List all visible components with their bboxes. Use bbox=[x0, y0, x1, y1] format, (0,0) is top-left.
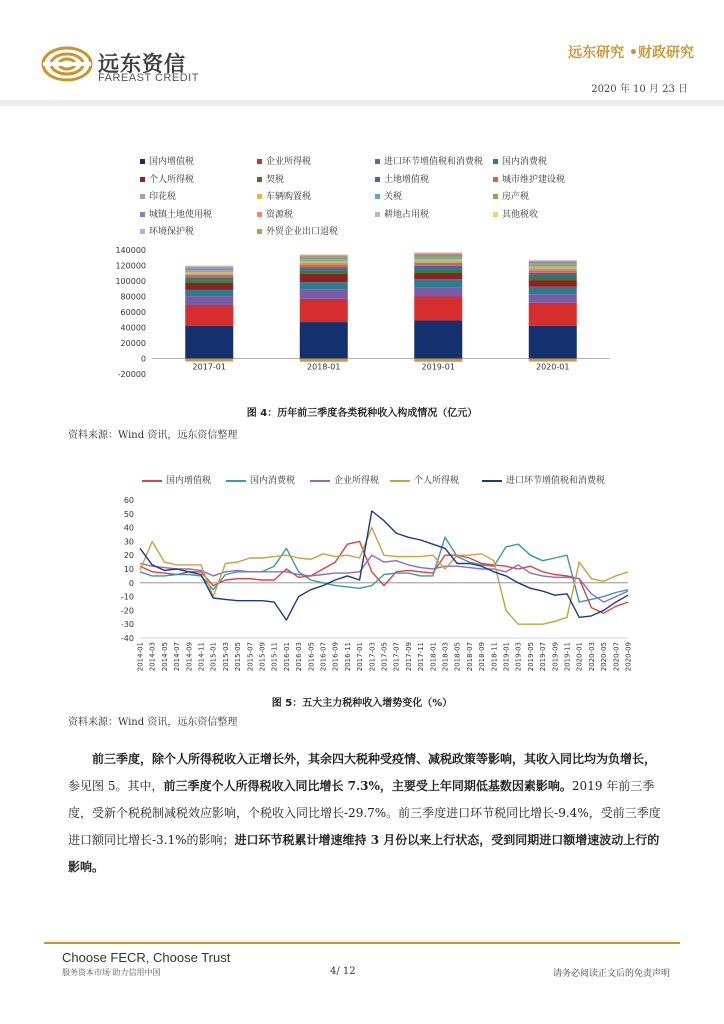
bar-segment bbox=[414, 253, 462, 254]
y-tick-label: -30 bbox=[120, 620, 134, 630]
bar-segment bbox=[529, 266, 577, 268]
bar-segment bbox=[414, 266, 462, 270]
para-sentence-3: 前三季度个人所得税收入同比增长 7.3%，主要受上年同期低基数因素影响。 bbox=[163, 779, 572, 793]
legend-swatch bbox=[493, 194, 498, 199]
x-tick-label: 2018-09 bbox=[478, 642, 487, 672]
x-tick-label: 2020-09 bbox=[624, 642, 633, 672]
x-tick-label: 2016-07 bbox=[319, 642, 328, 672]
bar-segment bbox=[414, 287, 462, 296]
x-tick-label: 2014-11 bbox=[197, 642, 206, 672]
y-tick-label: 30 bbox=[123, 537, 134, 547]
bar-segment bbox=[414, 321, 462, 359]
legend-swatch bbox=[493, 177, 498, 182]
legend-swatch bbox=[140, 212, 145, 217]
x-tick-label: 2018-01 bbox=[429, 642, 438, 672]
bar-segment bbox=[185, 296, 233, 305]
legend-swatch bbox=[375, 159, 380, 164]
x-tick-label: 2020-03 bbox=[587, 642, 596, 672]
legend-label: 城镇土地使用税 bbox=[149, 209, 213, 220]
figure4-source: 资料来源：Wind 资讯，远东资信整理 bbox=[68, 430, 238, 441]
legend-label: 进口环节增值税和消费税 bbox=[506, 476, 606, 486]
legend-item bbox=[257, 224, 338, 237]
legend-label: 环境保护税 bbox=[149, 227, 195, 237]
bar-segment bbox=[185, 280, 233, 283]
x-tick-label: 2019-05 bbox=[526, 642, 535, 672]
legend-swatch bbox=[140, 159, 145, 164]
legend-label: 印花税 bbox=[149, 192, 177, 202]
report-date: 2020 年 10 月 23 日 bbox=[591, 84, 688, 95]
legend-label: 耕地占用税 bbox=[384, 209, 430, 220]
series-line bbox=[140, 511, 628, 620]
x-tick-label: 2016-11 bbox=[343, 642, 352, 672]
legend-item bbox=[493, 154, 547, 167]
bar-segment bbox=[300, 255, 348, 256]
legend-label: 国内消费税 bbox=[502, 157, 548, 167]
legend-label: 国内增值税 bbox=[149, 157, 195, 167]
bar-segment bbox=[300, 359, 348, 362]
x-tick-label: 2018-05 bbox=[453, 642, 462, 672]
x-tick-label: 2020-05 bbox=[600, 642, 609, 672]
legend-item bbox=[310, 473, 379, 486]
legend-label: 企业所得税 bbox=[334, 476, 380, 486]
y-tick-label: 50 bbox=[123, 509, 134, 519]
bar-segment bbox=[300, 261, 348, 263]
x-tick-label: 2015-11 bbox=[270, 642, 279, 672]
legend-line bbox=[310, 480, 330, 482]
legend-item bbox=[493, 207, 538, 220]
legend-label: 进口环节增值税和消费税 bbox=[384, 157, 484, 167]
y-tick-label: 60000 bbox=[120, 308, 146, 317]
bar-segment bbox=[300, 259, 348, 261]
bar-segment bbox=[529, 265, 577, 267]
legend-item bbox=[375, 172, 429, 185]
bar-segment bbox=[529, 260, 577, 261]
figure5-caption: 图 5：五大主力税种收入增势变化（%） bbox=[271, 698, 453, 709]
legend-item bbox=[390, 473, 459, 486]
y-tick-label: 60 bbox=[123, 496, 134, 505]
legend-label: 个人所得税 bbox=[149, 174, 195, 185]
bar-segment bbox=[185, 359, 233, 362]
legend-item bbox=[375, 189, 402, 202]
bar-segment bbox=[185, 270, 233, 272]
legend-item bbox=[375, 154, 483, 167]
bar-segment bbox=[300, 263, 348, 264]
legend-swatch bbox=[493, 212, 498, 217]
series-line bbox=[140, 537, 628, 602]
x-tick-label: 2017-07 bbox=[392, 642, 401, 672]
legend-swatch bbox=[257, 159, 262, 164]
figure5-legend bbox=[142, 473, 642, 487]
x-tick-label: 2018-07 bbox=[465, 642, 474, 672]
legend-swatch bbox=[140, 194, 145, 199]
legend-swatch bbox=[375, 194, 380, 199]
bar-segment bbox=[300, 267, 348, 270]
bar-segment bbox=[414, 279, 462, 287]
x-tick-label: 2019-07 bbox=[539, 642, 548, 672]
logo-text: 远东资信 bbox=[98, 52, 186, 76]
legend-line bbox=[142, 480, 162, 482]
bar-segment bbox=[300, 256, 348, 257]
bar-segment bbox=[185, 269, 233, 270]
x-tick-label: 2020-01 bbox=[575, 642, 584, 672]
y-tick-label: 0 bbox=[128, 578, 134, 588]
bar-segment bbox=[414, 263, 462, 266]
para-sentence-4: 2019 年前三季度，受新个税税制减税效应影响，个税收入同比增长-29.7%。前三季度进口环节税同比增长-9.4%，受前三季度进口额同比增长-3.1%的影响； bbox=[68, 779, 661, 847]
footer-disclaimer: 请务必阅读正文后的免责声明 bbox=[552, 969, 670, 979]
bar-segment bbox=[185, 326, 233, 359]
legend-line bbox=[482, 480, 502, 482]
bar-segment bbox=[185, 277, 233, 280]
legend-swatch bbox=[257, 177, 262, 182]
legend-label: 车辆购置税 bbox=[266, 192, 312, 202]
legend-item bbox=[257, 189, 311, 202]
x-tick-label: 2017-11 bbox=[417, 642, 426, 672]
legend-swatch bbox=[257, 229, 262, 234]
bar-segment bbox=[414, 297, 462, 321]
bar-segment bbox=[529, 277, 577, 281]
logo-subtitle: FAREAST CREDIT bbox=[98, 72, 199, 84]
legend-item bbox=[493, 189, 529, 202]
legend-label: 房产税 bbox=[502, 192, 530, 202]
x-tick-label: 2016-01 bbox=[282, 642, 291, 672]
bar-segment bbox=[185, 272, 233, 274]
legend-item bbox=[140, 189, 176, 202]
bar-segment bbox=[300, 322, 348, 358]
bar-segment bbox=[414, 258, 462, 260]
bar-segment bbox=[529, 261, 577, 262]
x-tick-label: 2014-07 bbox=[173, 642, 182, 672]
legend-swatch bbox=[375, 177, 380, 182]
bar-segment bbox=[414, 259, 462, 261]
y-tick-label: -20000 bbox=[117, 370, 146, 379]
bar-segment bbox=[529, 326, 577, 359]
x-tick-label: 2014-05 bbox=[160, 642, 169, 672]
bar-segment bbox=[414, 273, 462, 279]
y-tick-label: -20 bbox=[120, 606, 134, 616]
legend-item bbox=[226, 473, 295, 486]
y-tick-label: 20000 bbox=[120, 339, 146, 348]
figure4-caption: 图 4：历年前三季度各类税种收入构成情况（亿元） bbox=[246, 408, 478, 419]
bar-segment bbox=[529, 294, 577, 302]
y-tick-label: -10 bbox=[120, 592, 134, 602]
bar-segment bbox=[185, 305, 233, 326]
y-tick-label: -40 bbox=[120, 634, 134, 643]
legend-label: 土地增值税 bbox=[384, 174, 430, 185]
y-tick-label: 140000 bbox=[115, 246, 146, 255]
x-tick-label: 2014-09 bbox=[185, 642, 194, 672]
legend-item bbox=[257, 154, 311, 167]
bar-segment bbox=[529, 263, 577, 265]
footer-subtitle: 服务资本市场 助力信用中国 bbox=[62, 968, 161, 977]
figure4-legend bbox=[140, 154, 580, 244]
bar-segment bbox=[300, 299, 348, 322]
legend-swatch bbox=[257, 212, 262, 217]
bar-segment bbox=[185, 266, 233, 267]
legend-item bbox=[140, 207, 212, 220]
bar-segment bbox=[185, 283, 233, 290]
bar-segment bbox=[300, 270, 348, 273]
legend-item bbox=[140, 224, 194, 237]
bar-segment bbox=[529, 280, 577, 287]
x-tick-label: 2016-05 bbox=[307, 642, 316, 672]
header-divider bbox=[0, 100, 724, 106]
x-tick-label: 2018-11 bbox=[490, 642, 499, 672]
legend-label: 契税 bbox=[266, 174, 285, 185]
bar-segment bbox=[300, 258, 348, 259]
legend-label: 个人所得税 bbox=[414, 476, 460, 486]
legend-swatch bbox=[493, 159, 498, 164]
bar-segment bbox=[529, 287, 577, 295]
y-tick-label: 120000 bbox=[115, 261, 146, 271]
bar-segment bbox=[414, 255, 462, 256]
x-tick-label: 2017-03 bbox=[368, 642, 377, 672]
x-tick-label: 2015-01 bbox=[209, 642, 218, 672]
bar-segment bbox=[300, 282, 348, 289]
y-tick-label: 0 bbox=[140, 354, 146, 364]
x-tick-label: 2017-01 bbox=[356, 642, 365, 672]
bar-segment bbox=[529, 273, 577, 277]
bar-segment bbox=[300, 255, 348, 256]
legend-item bbox=[375, 207, 429, 220]
x-tick-label: 2019-09 bbox=[551, 642, 560, 672]
bar-segment bbox=[300, 289, 348, 299]
x-tick-label: 2019-01 bbox=[421, 362, 455, 372]
x-tick-label: 2020-07 bbox=[612, 642, 621, 672]
para-sentence-2: 参见图 5。其中， bbox=[68, 779, 164, 793]
x-tick-label: 2014-03 bbox=[148, 642, 157, 672]
legend-item bbox=[142, 473, 211, 486]
body-paragraph bbox=[68, 746, 668, 881]
x-tick-label: 2016-09 bbox=[331, 642, 340, 672]
legend-item bbox=[140, 154, 194, 167]
page-number: 4/ 12 bbox=[330, 966, 356, 977]
legend-swatch bbox=[375, 212, 380, 217]
bar-segment bbox=[185, 275, 233, 277]
x-tick-label: 2018-03 bbox=[441, 642, 450, 672]
x-tick-label: 2014-01 bbox=[136, 642, 145, 672]
para-sentence-1: 前三季度，除个人所得税收入正增长外，其余四大税种受疫情、减税政策等影响，其收入同比均为负增长， bbox=[92, 752, 657, 766]
legend-label: 其他税收 bbox=[502, 209, 539, 220]
x-tick-label: 2020-01 bbox=[536, 362, 570, 372]
figure4-chart bbox=[100, 244, 620, 384]
bar-segment bbox=[414, 253, 462, 254]
y-tick-label: 40000 bbox=[120, 323, 146, 333]
bar-segment bbox=[185, 267, 233, 268]
x-tick-label: 2019-03 bbox=[514, 642, 523, 672]
x-tick-label: 2019-11 bbox=[563, 642, 572, 672]
legend-item bbox=[140, 172, 194, 185]
y-tick-label: 10 bbox=[123, 565, 134, 574]
bar-segment bbox=[529, 359, 577, 362]
legend-item bbox=[257, 172, 284, 185]
x-tick-label: 2019-01 bbox=[502, 642, 511, 672]
bar-segment bbox=[414, 256, 462, 258]
bar-segment bbox=[529, 270, 577, 273]
bar-segment bbox=[300, 274, 348, 283]
x-tick-label: 2015-09 bbox=[258, 642, 267, 672]
legend-item bbox=[493, 172, 565, 185]
x-tick-label: 2015-07 bbox=[246, 642, 255, 672]
bar-segment bbox=[529, 262, 577, 263]
bar-segment bbox=[185, 274, 233, 275]
x-tick-label: 2016-03 bbox=[295, 642, 304, 672]
figure5-source: 资料来源：Wind 资讯，远东资信整理 bbox=[68, 717, 238, 728]
footer-slogan: Choose FECR, Choose Trust bbox=[62, 950, 231, 965]
y-tick-label: 80000 bbox=[120, 292, 146, 302]
legend-label: 国内增值税 bbox=[166, 476, 212, 486]
x-tick-label: 2017-09 bbox=[404, 642, 413, 672]
bar-segment bbox=[300, 264, 348, 267]
bar-segment bbox=[185, 290, 233, 296]
legend-item bbox=[257, 207, 293, 220]
logo-mark bbox=[40, 44, 94, 84]
y-tick-label: 40 bbox=[123, 523, 134, 533]
bar-segment bbox=[414, 359, 462, 362]
legend-swatch bbox=[257, 194, 262, 199]
brand-label: 远东研究 •财政研究 bbox=[568, 45, 694, 61]
legend-label: 资源税 bbox=[266, 209, 294, 220]
legend-label: 外贸企业出口退税 bbox=[266, 227, 339, 237]
x-tick-label: 2015-05 bbox=[234, 642, 243, 672]
x-tick-label: 2018-01 bbox=[307, 362, 341, 372]
legend-swatch bbox=[140, 177, 145, 182]
x-tick-label: 2017-05 bbox=[380, 642, 389, 672]
x-tick-label: 2015-03 bbox=[221, 642, 230, 672]
legend-line bbox=[390, 480, 410, 482]
bar-segment bbox=[414, 269, 462, 272]
x-tick-label: 2017-01 bbox=[192, 362, 226, 372]
legend-item bbox=[482, 473, 605, 486]
para-sentence-5: 进口环节税累计增速维持 3 月份以来上行状态，受到同期进口额增速波动上行的影响。 bbox=[68, 833, 660, 874]
figure5-chart bbox=[100, 492, 640, 688]
legend-line bbox=[226, 480, 246, 482]
footer-divider bbox=[44, 942, 680, 944]
legend-swatch bbox=[140, 229, 145, 234]
legend-label: 国内消费税 bbox=[250, 476, 296, 486]
y-tick-label: 100000 bbox=[115, 277, 146, 286]
bar-segment bbox=[529, 303, 577, 326]
y-tick-label: 20 bbox=[123, 551, 134, 561]
bar-segment bbox=[414, 261, 462, 262]
legend-label: 关税 bbox=[384, 192, 403, 202]
bar-segment bbox=[185, 268, 233, 269]
legend-label: 企业所得税 bbox=[266, 157, 312, 167]
bar-segment bbox=[529, 268, 577, 270]
legend-label: 城市维护建设税 bbox=[502, 174, 566, 185]
